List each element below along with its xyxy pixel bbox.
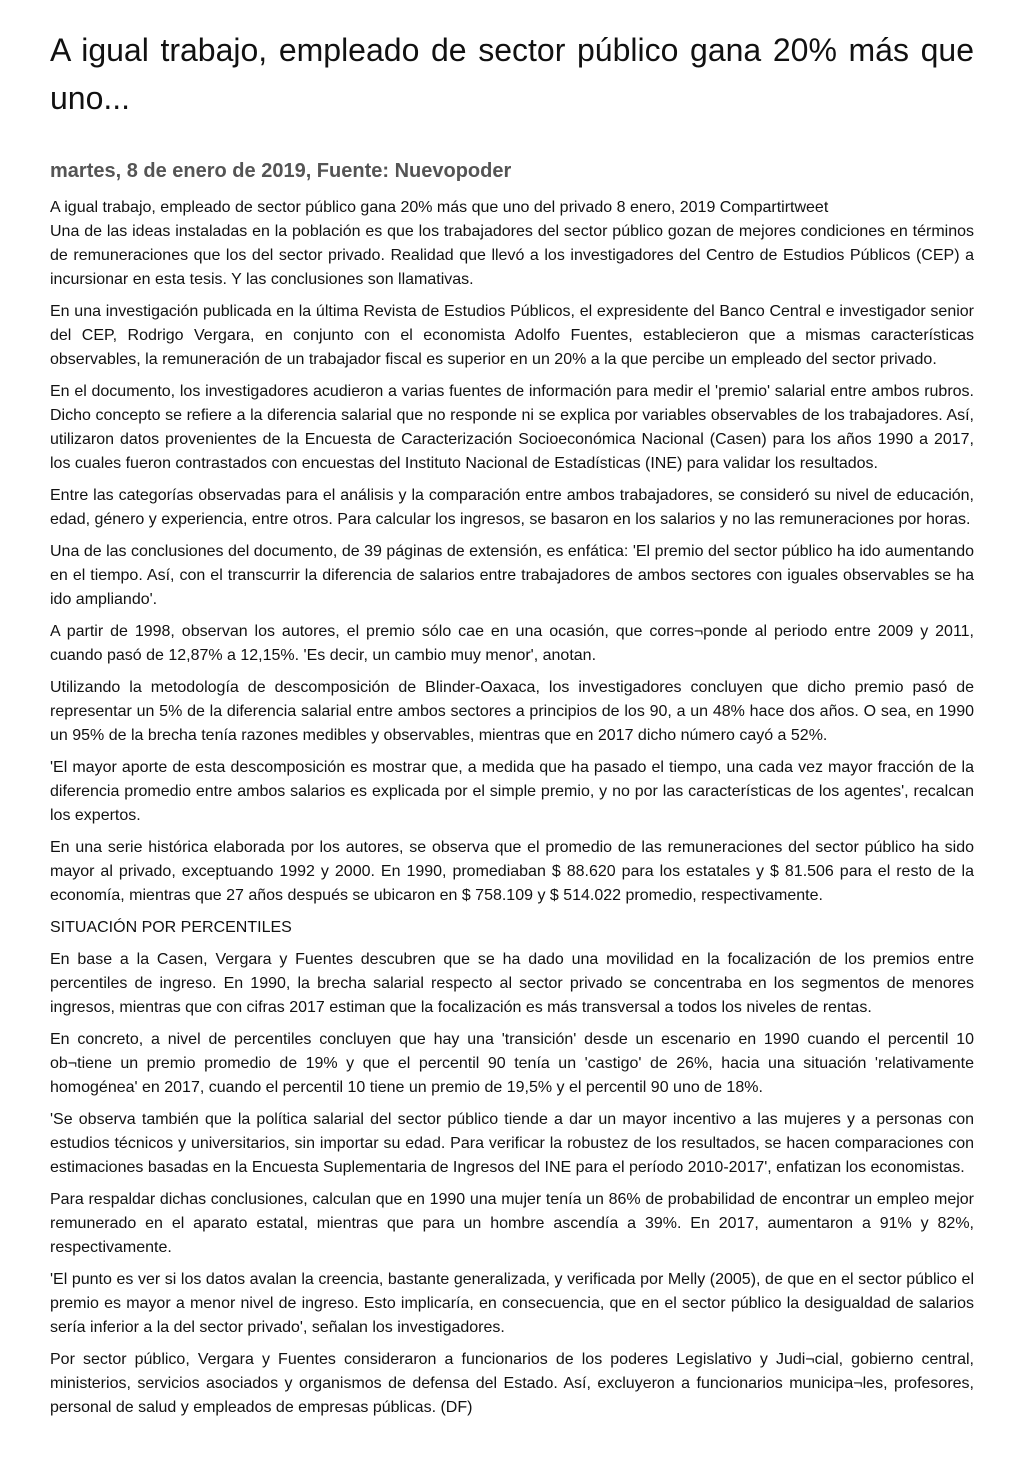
paragraph: Una de las conclusiones del documento, de 39 páginas de extensión, es enfática: 'El premio del sector público ha ido aumentando en el tiempo. Así, con el transcurrir la diferencia de salarios entre trabajadores de ambos sectores con iguales observables se ha ido ampliando'. [50,543,974,608]
article-dateline: martes, 8 de enero de 2019, Fuente: Nuevopoder [50,160,512,182]
paragraph: Para respaldar dichas conclusiones, calculan que en 1990 una mujer tenía un 86% de probabilidad de encontrar un empleo mejor remunerado en el aparato estatal, mientras que para un hombre ascendía a 39%. En 2017, aumentaron a 91% y 82%, respectivamente. [50,1191,974,1256]
paragraph: Por sector público, Vergara y Fuentes consideraron a funcionarios de los poderes Legislativo y Judi¬cial, gobierno central, ministerios, servicios asociados y organismos de defensa del Estado. Así, excluyeron a funcionarios municipa¬les, profesores, personal de salud y empleados de empresas públicas. (DF) [50,1351,974,1416]
article-title: A igual trabajo, empleado de sector público gana 20% más que uno... [50,32,974,116]
section-heading: SITUACIÓN POR PERCENTILES [50,919,292,936]
paragraph: En base a la Casen, Vergara y Fuentes descubren que se ha dado una movilidad en la focalización de los premios entre percentiles de ingreso. En 1990, la brecha salarial respecto al sector privado se concentraba en los segmentos de menores ingresos, mientras que con cifras 2017 estiman que la focalización es más transversal a todos los niveles de rentas. [50,951,974,1016]
paragraph: Una de las ideas instaladas en la población es que los trabajadores del sector público gozan de mejores condiciones en términos de remuneraciones que los del sector privado. Realidad que llevó a los investigadores del Centro de Estudios Públicos (CEP) a incursionar en esta tesis. Y las conclusiones son llamativas. [50,223,974,288]
paragraph: En una investigación publicada en la última Revista de Estudios Públicos, el expresidente del Banco Central e investigador senior del CEP, Rodrigo Vergara, en conjunto con el economista Adolfo Fuentes, establecieron que a mismas características observables, la remuneración de un trabajador fiscal es superior en un 20% a la que percibe un empleado del sector privado. [50,303,974,368]
paragraph: En una serie histórica elaborada por los autores, se observa que el promedio de las remuneraciones del sector público ha sido mayor al privado, exceptuando 1992 y 2000. En 1990, promediaban $ 88.620 para los estatales y $ 81.506 para el resto de la economía, mientras que 27 años después se ubicaron en $ 758.109 y $ 514.022 promedio, respectivamente. [50,839,974,904]
paragraph: 'El mayor aporte de esta descomposición es mostrar que, a medida que ha pasado el tiempo, una cada vez mayor fracción de la diferencia promedio entre ambos salarios es explicada por el simple premio, y no por las características de los agentes', recalcan los expertos. [50,759,974,824]
paragraph: A partir de 1998, observan los autores, el premio sólo cae en una ocasión, que corres¬ponde al periodo entre 2009 y 2011, cuando pasó de 12,87% a 12,15%. 'Es decir, un cambio muy menor', anotan. [50,623,974,664]
paragraph: 'Se observa también que la política salarial del sector público tiende a dar un mayor incentivo a las mujeres y a personas con estudios técnicos y universitarios, sin importar su edad. Para verificar la robustez de los resultados, se hacen comparaciones con estimaciones basadas en la Encuesta Suplementaria de Ingresos del INE para el período 2010-2017', enfatizan los economistas. [50,1111,974,1176]
article-intro: A igual trabajo, empleado de sector público gana 20% más que uno del privado 8 enero, 2019 Compartirtweet [50,199,829,216]
paragraph: 'El punto es ver si los datos avalan la creencia, bastante generalizada, y verificada por Melly (2005), de que en el sector público el premio es mayor a menor nivel de ingreso. Esto implicaría, en consecuencia, que en el sector público la desigualdad de salarios sería inferior a la del sector privado', señalan los investigadores. [50,1271,974,1336]
paragraph: En concreto, a nivel de percentiles concluyen que hay una 'transición' desde un escenario en 1990 cuando el percentil 10 ob¬tiene un premio promedio de 19% y que el percentil 90 tenía un 'castigo' de 26%, hacia una situación 'relativamente homogénea' en 2017, cuando el percentil 10 tiene un premio de 19,5% y el percentil 90 uno de 18%. [50,1031,974,1096]
paragraph: En el documento, los investigadores acudieron a varias fuentes de información para medir el 'premio' salarial entre ambos rubros. Dicho concepto se refiere a la diferencia salarial que no responde ni se explica por variables observables de los trabajadores. Así, utilizaron datos provenientes de la Encuesta de Caracterización Socioeconómica Nacional (Casen) para los años 1990 a 2017, los cuales fueron contrastados con encuestas del Instituto Nacional de Estadísticas (INE) para validar los resultados. [50,383,974,472]
paragraph: Utilizando la metodología de descomposición de Blinder-Oaxaca, los investigadores concluyen que dicho premio pasó de representar un 5% de la diferencia salarial entre ambos sectores a principios de los 90, a un 48% hace dos años. O sea, en 1990 un 95% de la brecha tenía razones medibles y observables, mientras que en 2017 dicho número cayó a 52%. [50,679,974,744]
paragraph: Entre las categorías observadas para el análisis y la comparación entre ambos trabajadores, se consideró su nivel de educación, edad, género y experiencia, entre otros. Para calcular los ingresos, se basaron en los salarios y no las remuneraciones por horas. [50,487,974,528]
